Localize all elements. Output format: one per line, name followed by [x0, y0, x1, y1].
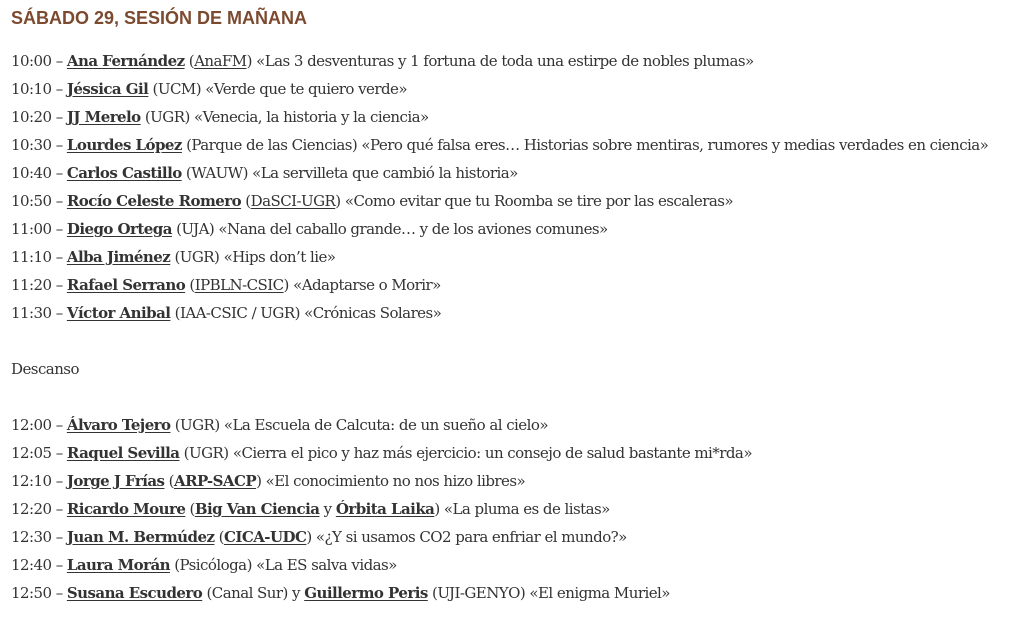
entry-time: 10:40 — [11, 164, 52, 182]
schedule-entry: 10:00 – Ana Fernández (AnaFM) «Las 3 desventuras y 1 fortuna de toda una estirpe de nobles plumas» — [11, 52, 754, 70]
schedule-entry: 12:20 – Ricardo Moure (Big Van Ciencia y Órbita Laika) «La pluma es de listas» — [11, 500, 610, 518]
talk-title: «Como evitar que tu Roomba se tire por las escaleras» — [344, 192, 734, 210]
affiliation: Psicóloga — [179, 556, 247, 574]
entry-time: 12:10 — [11, 472, 52, 490]
entry-time: 11:00 — [11, 220, 52, 238]
schedule-entry: 12:10 – Jorge J Frías (ARP-SACP) «El conocimiento no nos hizo libres» — [11, 472, 526, 490]
affiliation: UJA — [181, 220, 209, 238]
talk-title: «Pero qué falsa eres… Historias sobre mentiras, rumores y medias verdades en ciencia» — [361, 136, 989, 154]
talk-title: «¿Y si usamos CO2 para enfriar el mundo?» — [315, 528, 627, 546]
talk-title: «Venecia, la historia y la ciencia» — [193, 108, 429, 126]
entry-time: 10:30 — [11, 136, 52, 154]
speaker-link[interactable]: Ricardo Moure — [66, 500, 186, 518]
affiliation: UGR — [179, 248, 215, 266]
entry-time: 11:30 — [11, 304, 52, 322]
schedule-entry: 12:05 – Raquel Sevilla (UGR) «Cierra el pico y haz más ejercicio: un consejo de salud bastante mi*rda» — [11, 444, 752, 462]
speaker-link[interactable]: Víctor Anibal — [66, 304, 171, 322]
affiliation: UJI-GENYO — [437, 584, 520, 602]
speaker-link[interactable]: Raquel Sevilla — [66, 444, 180, 462]
schedule-block-morning-2 — [11, 411, 752, 607]
talk-title: «El enigma Muriel» — [529, 584, 670, 602]
talk-title: «Adaptarse o Morir» — [293, 276, 441, 294]
talk-title: «Nana del caballo grande… y de los aviones comunes» — [218, 220, 608, 238]
affiliation-link[interactable]: Órbita Laika — [335, 500, 435, 518]
entry-time: 10:10 — [11, 80, 52, 98]
speaker-link[interactable]: Álvaro Tejero — [66, 416, 171, 434]
affiliation: UGR — [180, 416, 215, 434]
speaker-link[interactable]: Jorge J Frías — [66, 472, 165, 490]
entry-time: 12:05 — [11, 444, 52, 462]
entry-time: 12:00 — [11, 416, 52, 434]
affiliation: WAUW — [191, 164, 243, 182]
affiliation: UGR — [189, 444, 224, 462]
talk-title: «La Escuela de Calcuta: de un sueño al cielo» — [223, 416, 548, 434]
entry-time: 12:20 — [11, 500, 52, 518]
schedule-entry: 10:30 – Lourdes López (Parque de las Ciencias) «Pero qué falsa eres… Historias sobre mentiras, rumores y medias verdades en ciencia» — [11, 136, 989, 154]
speaker-link[interactable]: Rocío Celeste Romero — [66, 192, 242, 210]
talk-title: «Cierra el pico y haz más ejercicio: un consejo de salud bastante mi*rda» — [232, 444, 752, 462]
entry-time: 11:10 — [11, 248, 52, 266]
schedule-entry: 10:50 – Rocío Celeste Romero (DaSCI-UGR) «Como evitar que tu Roomba se tire por las escaleras» — [11, 192, 734, 210]
talk-title: «Hips don’t lie» — [223, 248, 336, 266]
affiliation: Parque de las Ciencias — [191, 136, 352, 154]
schedule-entry: 10:10 – Jéssica Gil (UCM) «Verde que te quiero verde» — [11, 80, 407, 98]
speaker-link[interactable]: Susana Escudero — [66, 584, 203, 602]
entry-time: 10:20 — [11, 108, 52, 126]
schedule-entry: 10:20 – JJ Merelo (UGR) «Venecia, la historia y la ciencia» — [11, 108, 429, 126]
speaker-link[interactable]: Ana Fernández — [66, 52, 185, 70]
schedule-entry: 10:40 – Carlos Castillo (WAUW) «La servilleta que cambió la historia» — [11, 164, 518, 182]
schedule-entry: 12:50 – Susana Escudero (Canal Sur) y Guillermo Peris (UJI-GENYO) «El enigma Muriel» — [11, 584, 670, 602]
schedule-entry: 11:20 – Rafael Serrano (IPBLN-CSIC) «Adaptarse o Morir» — [11, 276, 441, 294]
schedule-entry: 12:30 – Juan M. Bermúdez (CICA-UDC) «¿Y si usamos CO2 para enfriar el mundo?» — [11, 528, 627, 546]
talk-title: «Verde que te quiero verde» — [205, 80, 407, 98]
schedule-entry: 12:40 – Laura Morán (Psicóloga) «La ES salva vidas» — [11, 556, 397, 574]
speaker-link[interactable]: Alba Jiménez — [66, 248, 171, 266]
speaker-link[interactable]: Diego Ortega — [66, 220, 172, 238]
entry-time: 12:50 — [11, 584, 52, 602]
speaker-link[interactable]: Rafael Serrano — [66, 276, 186, 294]
break-label: Descanso — [11, 360, 79, 378]
talk-title: «La servilleta que cambió la historia» — [252, 164, 518, 182]
entry-time: 11:20 — [11, 276, 52, 294]
schedule-entry: 12:00 – Álvaro Tejero (UGR) «La Escuela de Calcuta: de un sueño al cielo» — [11, 416, 548, 434]
talk-title: «El conocimiento no nos hizo libres» — [265, 472, 526, 490]
affiliation-link[interactable]: AnaFM — [194, 52, 247, 70]
schedule-entry: 11:30 – Víctor Anibal (IAA-CSIC / UGR) «Crónicas Solares» — [11, 304, 442, 322]
affiliation-link[interactable]: IPBLN-CSIC — [194, 276, 284, 294]
talk-title: «Las 3 desventuras y 1 fortuna de toda una estirpe de nobles plumas» — [256, 52, 754, 70]
affiliation-link[interactable]: DaSCI-UGR — [250, 192, 336, 210]
talk-title: «La pluma es de listas» — [443, 500, 610, 518]
affiliation-link[interactable]: ARP-SACP — [174, 472, 257, 490]
speaker-link[interactable]: Lourdes López — [66, 136, 182, 154]
entry-time: 12:40 — [11, 556, 52, 574]
affiliation: Canal Sur — [211, 584, 283, 602]
speaker-link[interactable]: Guillermo Peris — [304, 584, 428, 602]
conjunction: y — [323, 500, 332, 518]
speaker-link[interactable]: Laura Morán — [66, 556, 170, 574]
conjunction: y — [292, 584, 300, 602]
entry-time: 10:50 — [11, 192, 52, 210]
affiliation: UGR — [150, 108, 185, 126]
schedule-block-morning-1 — [11, 47, 988, 327]
entry-time: 10:00 — [11, 52, 52, 70]
affiliation: UCM — [157, 80, 196, 98]
talk-title: «La ES salva vidas» — [256, 556, 397, 574]
affiliation: IAA-CSIC / UGR — [179, 304, 295, 322]
affiliation-link[interactable]: CICA-UDC — [223, 528, 307, 546]
speaker-link[interactable]: Juan M. Bermúdez — [66, 528, 215, 546]
schedule-entry: 11:10 – Alba Jiménez (UGR) «Hips don’t lie» — [11, 248, 336, 266]
schedule-entry: 11:00 – Diego Ortega (UJA) «Nana del caballo grande… y de los aviones comunes» — [11, 220, 608, 238]
speaker-link[interactable]: Jéssica Gil — [66, 80, 149, 98]
talk-title: «Crónicas Solares» — [304, 304, 442, 322]
session-heading: SÁBADO 29, SESIÓN DE MAÑANA — [11, 8, 308, 28]
speaker-link[interactable]: JJ Merelo — [66, 108, 141, 126]
speaker-link[interactable]: Carlos Castillo — [66, 164, 182, 182]
affiliation-link[interactable]: Big Van Ciencia — [194, 500, 320, 518]
entry-time: 12:30 — [11, 528, 52, 546]
